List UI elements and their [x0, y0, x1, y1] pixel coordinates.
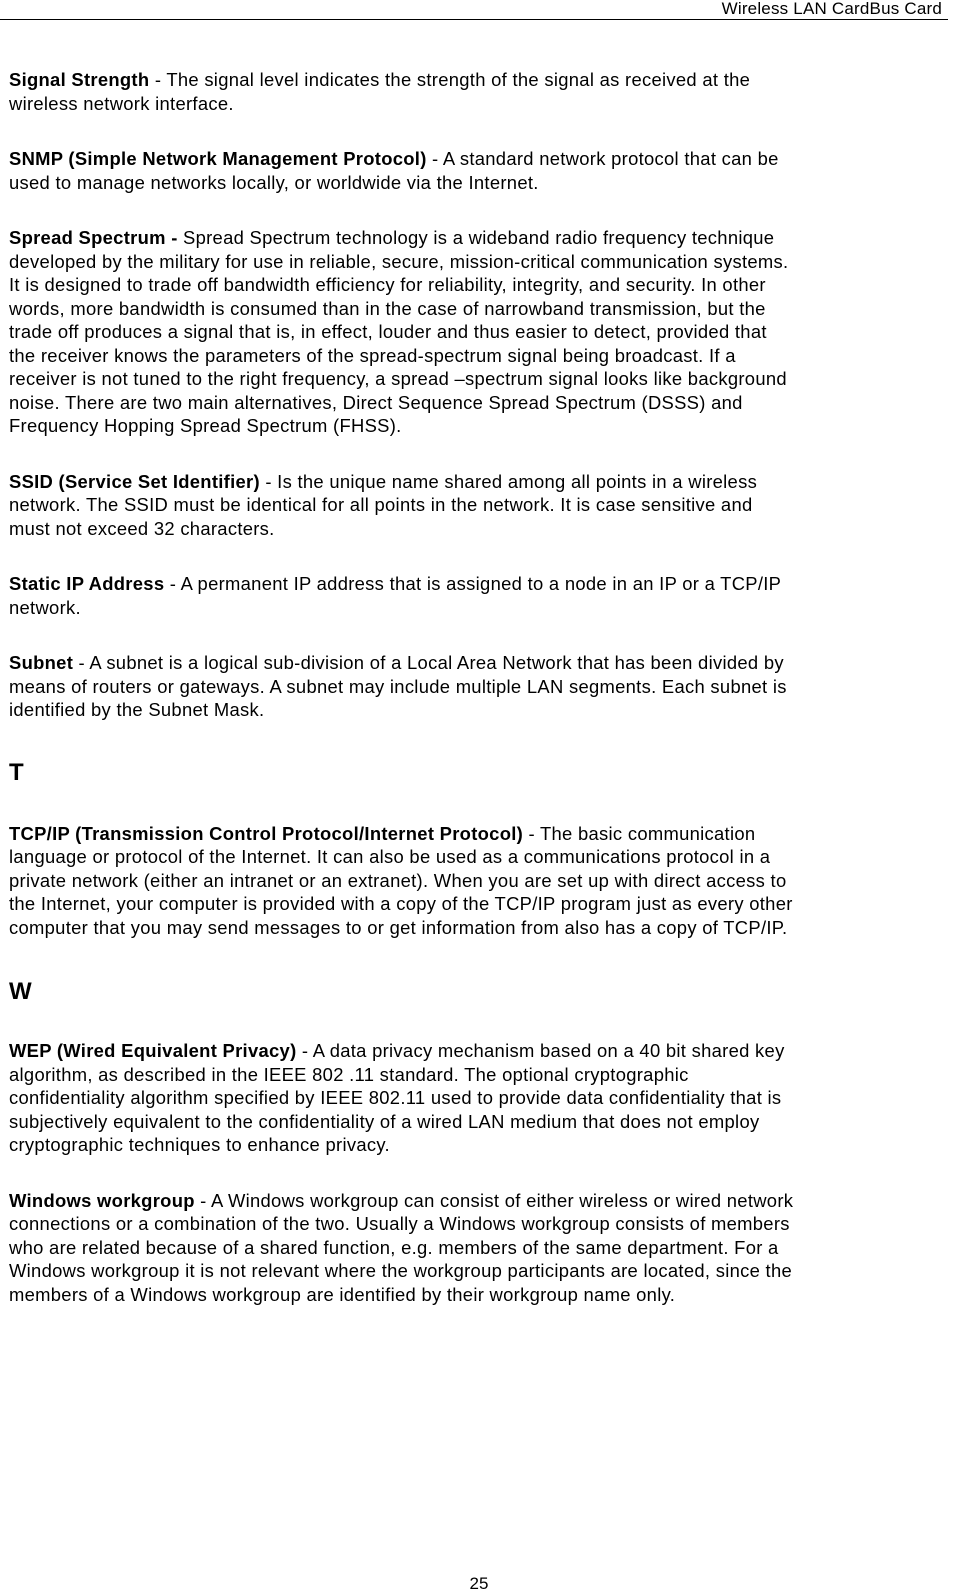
glossary-entry-windows-workgroup [9, 1189, 957, 1307]
page-number: 25 [469, 1574, 489, 1593]
glossary-term: Static IP Address [9, 573, 165, 594]
glossary-term: Windows workgroup [9, 1189, 195, 1211]
glossary-definition: - The basic communication language or protocol of the Internet. It can also be used as a communications protocol in a private network (either an intranet or an extranet). When you are set up with direct access to the Internet, your computer is provided with a copy of the TCP/IP program just as every other computer that you may send messages to or get information from also has a copy of TCP/IP. [9, 822, 793, 938]
glossary-term: SNMP (Simple Network Management Protocol) [9, 148, 427, 169]
glossary-term: Subnet [9, 652, 74, 673]
glossary-entry-spread-spectrum [9, 226, 957, 438]
section-letter-t: T [9, 758, 24, 786]
glossary-definition: Spread Spectrum technology is a wideband radio frequency technique developed by the military for use in reliable, secure, mission-critical communication systems. It is designed to trade off bandwidth efficiency for reliability, integrity, and security. In other words, more bandwidth is consumed than in the case of narrowband transmission, but the trade off produces a signal that is, in effect, louder and thus easier to detect, provided that the receiver knows the parameters of the spread-spectrum signal being broadcast. If a receiver is not tuned to the right frequency, a spread –spectrum signal looks like background noise. There are two main alternatives, Direct Sequence Spread Spectrum (DSSS) and Frequency Hopping Spread Spectrum (FHSS). [9, 227, 789, 436]
running-header [0, 0, 948, 20]
glossary-entry-ssid [9, 470, 957, 541]
glossary-term: SSID (Service Set Identifier) [9, 470, 260, 492]
glossary-term: Spread Spectrum - [9, 227, 178, 248]
glossary-definition: - A permanent IP address that is assigned to a node in an IP or a TCP/IP network. [9, 573, 782, 618]
document-title: Wireless LAN CardBus Card [721, 0, 942, 18]
glossary-definition: - Is the unique name shared among all points in a wireless network. The SSID must be identical for all points in the network. It is case sensitive and must not exceed 32 characters. [9, 470, 758, 539]
glossary-term: Signal Strength [9, 69, 150, 90]
glossary-definition: - A Windows workgroup can consist of either wireless or wired network connections or a combination of the two. Usually a Windows workgroup consists of members who are related because of a shared function, e.g. members of the same department. For a Windows workgroup it is not relevant where the workgroup participants are located, since the members of a Windows workgroup are identified by their workgroup name only. [9, 1189, 794, 1305]
section-letter-w: W [9, 978, 32, 1005]
glossary-definition: - A data privacy mechanism based on a 40 bit shared key algorithm, as described in the IEEE 802 .11 standard. The optional cryptographic confidentiality algorithm specified by IEEE 802.11 used to provide data confidentiality that is subjectively equivalent to the confidentiality of a wired LAN medium that does not employ cryptographic techniques to enhance privacy. [9, 1040, 785, 1155]
glossary-definition: - A subnet is a logical sub-division of a Local Area Network that has been divided by means of routers or gateways. A subnet may include multiple LAN segments. Each subnet is identified by the Subnet Mask. [9, 652, 787, 720]
glossary-entry-tcp-ip [9, 822, 957, 940]
glossary-term: WEP (Wired Equivalent Privacy) [9, 1040, 297, 1061]
glossary-content [9, 68, 957, 1306]
glossary-entry-subnet [9, 651, 957, 722]
glossary-definition: - A standard network protocol that can be used to manage networks locally, or worldwide via the Internet. [9, 148, 779, 193]
glossary-entry-signal-strength [9, 68, 957, 115]
glossary-term: TCP/IP (Transmission Control Protocol/Internet Protocol) [9, 822, 524, 844]
glossary-entry-wep [9, 1039, 957, 1157]
glossary-entry-static-ip [9, 572, 957, 619]
glossary-definition: - The signal level indicates the strength of the signal as received at the wireless network interface. [9, 69, 751, 114]
glossary-entry-snmp [9, 147, 957, 194]
